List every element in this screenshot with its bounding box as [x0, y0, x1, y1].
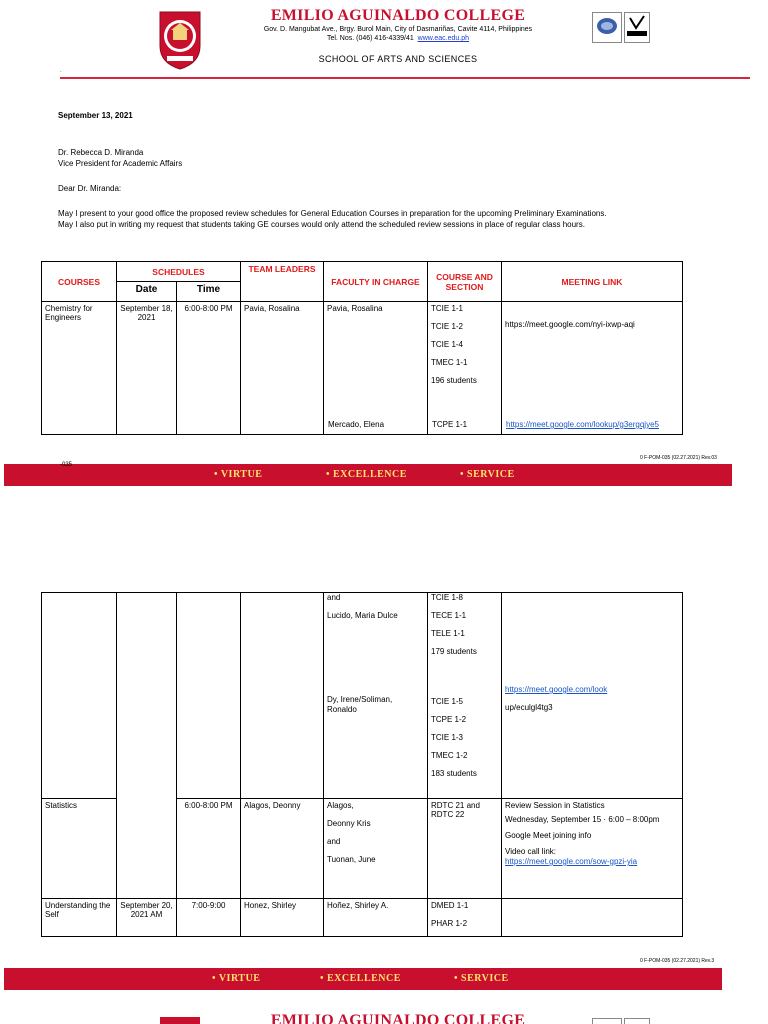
- time-cell: 6:00-8:00 PM: [177, 302, 241, 435]
- section-item: TELE 1-1: [431, 629, 465, 638]
- header-meeting-link: MEETING LINK: [502, 262, 683, 302]
- motto-band: [4, 464, 732, 486]
- meeting-info-label: Google Meet joining info: [505, 831, 592, 840]
- header-course-section: COURSE AND SECTION: [428, 262, 502, 302]
- section-item: TMEC 1-2: [431, 751, 468, 760]
- meeting-link[interactable]: https://meet.google.com/nyi-ixwp-aqi: [505, 320, 635, 329]
- motto-excellence-label: EXCELLENCE: [327, 973, 401, 984]
- iso-certification-icon: [592, 12, 622, 52]
- section-item: TMEC 1-1: [431, 358, 468, 367]
- review-schedule-table-page1: [41, 261, 683, 435]
- time-cell: 6:00-8:00 PM: [177, 799, 241, 899]
- student-count: 179 students: [431, 647, 477, 656]
- meeting-when: Wednesday, September 15 · 6:00 – 8:00pm: [505, 815, 660, 824]
- faculty-cell: [324, 593, 428, 799]
- motto-service-label: SERVICE: [467, 469, 515, 480]
- section-item: PHAR 1-2: [431, 919, 468, 928]
- header-time: Time: [177, 282, 241, 302]
- certification-icons: [592, 1018, 650, 1024]
- video-call-label: Video call link:: [505, 847, 556, 856]
- meeting-link-cell: [502, 302, 683, 435]
- salutation: Dear Dr. Miranda:: [58, 184, 122, 193]
- faculty-name: Pavia, Rosalina: [327, 304, 383, 313]
- school-name: SCHOOL OF ARTS AND SCIENCES: [318, 54, 478, 64]
- team-leader-cell: [241, 593, 324, 799]
- letter-date: September 13, 2021: [58, 111, 133, 120]
- faculty-name: Lucido, Maria Dulce: [327, 611, 398, 620]
- course-cell: Statistics: [42, 799, 117, 899]
- date-cell: September 18, 2021: [117, 302, 177, 435]
- recipient-title: Vice President for Academic Affairs: [58, 159, 183, 168]
- website-link[interactable]: www.eac.edu.ph: [417, 35, 470, 42]
- meeting-info-cell: [502, 799, 683, 899]
- course-cell: Chemistry for Engineers: [42, 302, 117, 435]
- meeting-link-cell: [502, 593, 683, 799]
- motto-virtue-label: VIRTUE: [220, 469, 263, 480]
- section-item: TCIE 1-2: [431, 322, 464, 331]
- faculty-cell: [324, 302, 428, 435]
- motto-service: • SERVICE: [454, 973, 509, 984]
- college-name: EMILIO AGUINALDO COLLEGE: [270, 1012, 526, 1024]
- faculty-cell: Hoñez, Shirley A.: [324, 899, 428, 937]
- section-item: TCPE 1-1: [432, 420, 468, 429]
- student-count: 183 students: [431, 769, 477, 778]
- faculty-name: Tuonan, June: [327, 855, 376, 864]
- motto-virtue-label: VIRTUE: [218, 973, 261, 984]
- form-code-fragment: -035: [60, 462, 73, 468]
- section-item: TCIE 1-3: [431, 733, 464, 742]
- motto-excellence: • EXCELLENCE: [326, 469, 407, 480]
- college-name: EMILIO AGUINALDO COLLEGE: [270, 7, 526, 24]
- meeting-link[interactable]: https://meet.google.com/look: [505, 685, 608, 694]
- sections-cell: [428, 302, 502, 435]
- faculty-cell: [324, 799, 428, 899]
- college-seal-logo: [157, 10, 203, 70]
- date-cell: September 20, 2021 AM: [117, 899, 177, 937]
- section-item: TCIE 1-1: [431, 304, 464, 313]
- letter-paragraph-2: May I also put in writing my request that students taking GE courses would only attend the scheduled review sessions in place of regular class hours.: [58, 220, 585, 229]
- motto-virtue: • VIRTUE: [212, 973, 261, 984]
- faculty-name: and: [327, 593, 341, 602]
- college-seal-logo: [157, 1017, 203, 1024]
- recipient-name: Dr. Rebecca D. Miranda: [58, 148, 144, 157]
- course-cell: Understanding the Self: [42, 899, 117, 937]
- header-date: Date: [117, 282, 177, 302]
- time-cell: [177, 593, 241, 799]
- header-schedules: SCHEDULES: [117, 262, 241, 282]
- faculty-name: Alagos,: [327, 801, 354, 810]
- meeting-link[interactable]: https://meet.google.com/lookup/g3ergqjye5: [506, 420, 659, 429]
- sections-cell: [428, 899, 502, 937]
- faculty-name: Mercado, Elena: [328, 420, 385, 429]
- sections-cell: RDTC 21 and RDTC 22: [428, 799, 502, 899]
- motto-virtue: • VIRTUE: [214, 469, 263, 480]
- header-courses: COURSES: [42, 262, 117, 302]
- course-cell: [42, 593, 117, 799]
- section-item: TCIE 1-8: [431, 593, 464, 602]
- faculty-name: Dy, Irene/Soliman, Ronaldo: [327, 695, 393, 714]
- motto-band: [4, 968, 722, 990]
- motto-excellence: • EXCELLENCE: [320, 973, 401, 984]
- team-leader-cell: Honez, Shirley: [241, 899, 324, 937]
- sections-cell: [428, 593, 502, 799]
- team-leader-cell: Pavia, Rosalina: [241, 302, 324, 435]
- header-faculty: FACULTY IN CHARGE: [324, 262, 428, 302]
- motto-service-label: SERVICE: [461, 973, 509, 984]
- page-mark: .: [60, 68, 62, 74]
- meeting-title: Review Session in Statistics: [505, 801, 605, 810]
- meeting-link-cell: [502, 899, 683, 937]
- team-leader-cell: Alagos, Deonny: [241, 799, 324, 899]
- header-team-leaders: TEAM LEADERS: [241, 262, 324, 302]
- form-code: 0 F-POM-035 (02.27.2021) Rev.03: [640, 455, 717, 461]
- meeting-link[interactable]: https://meet.google.com/sow-gpzi-yia: [505, 857, 638, 866]
- date-cell: [117, 593, 177, 899]
- letter-paragraph-1: May I present to your good office the proposed review schedules for General Education Courses in preparation for the upcoming Preliminary Examinations.: [58, 209, 607, 218]
- student-count: 196 students: [431, 376, 477, 385]
- faculty-name: and: [327, 837, 341, 846]
- college-address: [240, 25, 556, 43]
- section-item: TCIE 1-5: [431, 697, 464, 706]
- meeting-link-continued[interactable]: up/eculgl4tg3: [505, 703, 553, 712]
- form-code: 0 F-POM-035 (02.27.2021) Rev.3: [640, 958, 715, 964]
- header-divider: [60, 77, 750, 79]
- section-item: TCIE 1-4: [431, 340, 464, 349]
- section-item: DMED 1-1: [431, 901, 469, 910]
- ukas-certification-icon: [624, 12, 650, 52]
- motto-service: • SERVICE: [460, 469, 515, 480]
- section-item: TCPE 1-2: [431, 715, 467, 724]
- time-cell: 7:00-9:00: [177, 899, 241, 937]
- tel-line: Tel. Nos. (046) 416-4339/41: [326, 35, 414, 42]
- address-line: Gov. D. Mangubat Ave., Brgy. Burol Main, City of Dasmariñas, Cavite 4114, Philippines: [263, 26, 533, 33]
- faculty-name: Deonny Kris: [327, 819, 371, 828]
- motto-excellence-label: EXCELLENCE: [333, 469, 407, 480]
- review-schedule-table-page2: [41, 592, 683, 937]
- section-item: TECE 1-1: [431, 611, 467, 620]
